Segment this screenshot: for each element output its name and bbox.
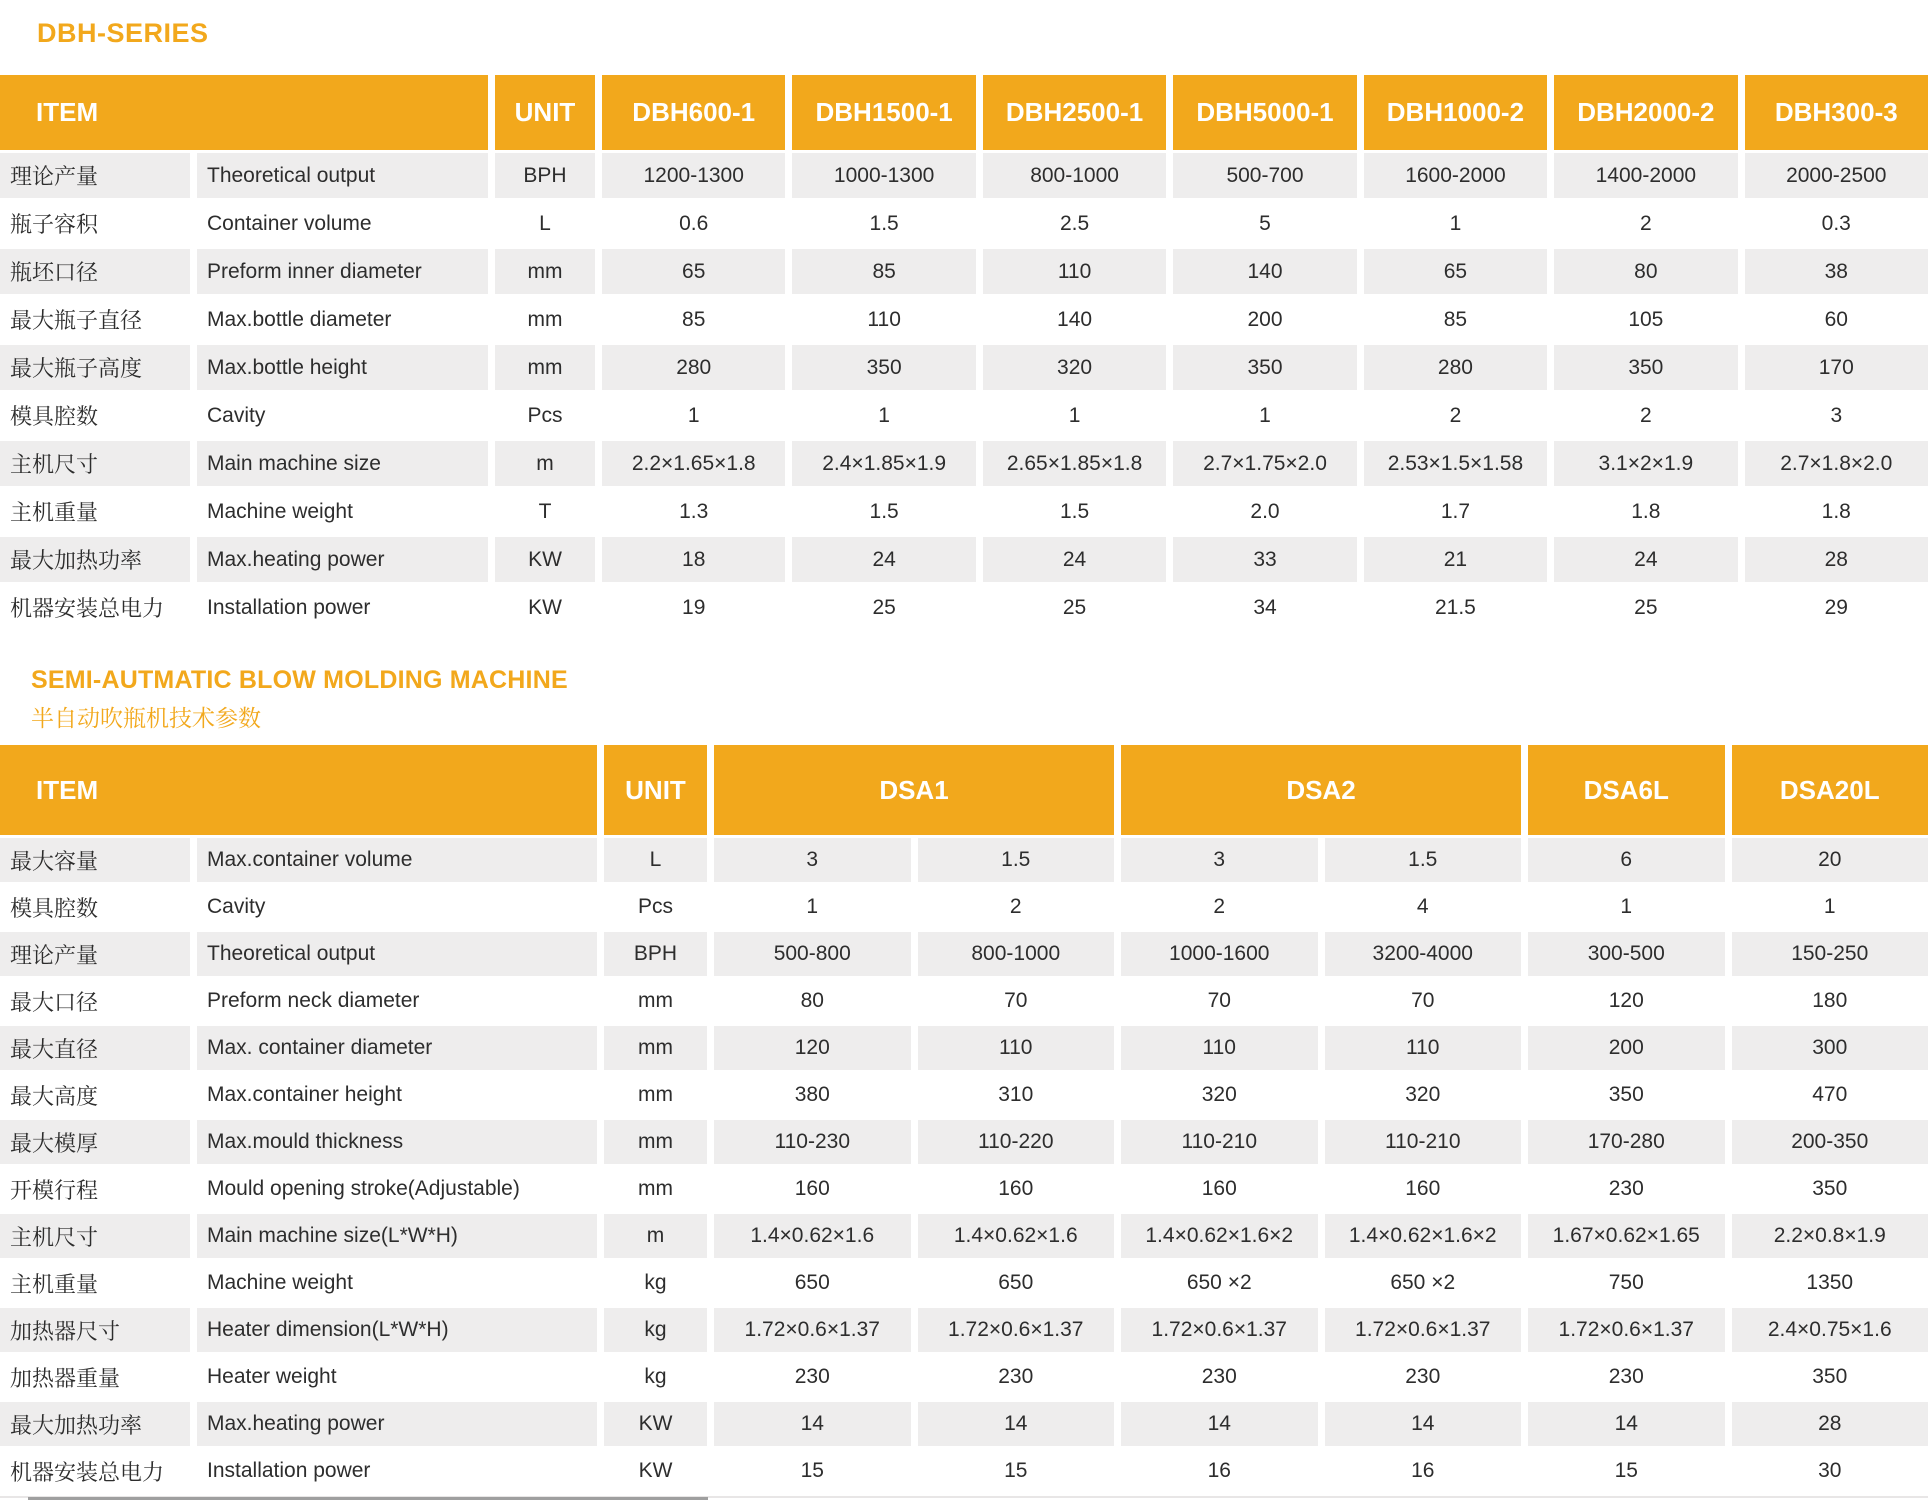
value-cell: 1.4×0.62×1.6 xyxy=(714,1214,911,1258)
value-cell: 0.3 xyxy=(1745,201,1928,246)
value-cell: 14 xyxy=(1121,1402,1318,1446)
unit-cell: mm xyxy=(495,297,595,342)
value-cell: 24 xyxy=(983,537,1166,582)
value-cell: 2.0 xyxy=(1173,489,1356,534)
value-cell: 3 xyxy=(714,838,911,882)
value-cell: 120 xyxy=(1528,979,1725,1023)
value-cell: 25 xyxy=(983,585,1166,630)
item-en-cell: Machine weight xyxy=(197,489,488,534)
value-cell: 1600-2000 xyxy=(1364,153,1547,198)
model-header-cell: DSA1 xyxy=(714,745,1114,835)
value-cell: 33 xyxy=(1173,537,1356,582)
value-cell: 230 xyxy=(1528,1355,1725,1399)
value-cell: 1 xyxy=(1732,885,1928,929)
value-cell: 500-700 xyxy=(1173,153,1356,198)
unit-cell: kg xyxy=(604,1308,707,1352)
value-cell: 1200-1300 xyxy=(602,153,785,198)
model-header-cell: DBH5000-1 xyxy=(1173,75,1356,150)
value-cell: 25 xyxy=(792,585,975,630)
value-cell: 110 xyxy=(1121,1026,1318,1070)
item-en-cell: Theoretical output xyxy=(197,153,488,198)
value-cell: 28 xyxy=(1732,1402,1928,1446)
item-en-cell: Machine weight xyxy=(197,1261,597,1305)
value-cell: 1.5 xyxy=(1325,838,1522,882)
value-cell: 5 xyxy=(1173,201,1356,246)
item-en-cell: Container volume xyxy=(197,201,488,246)
value-cell: 2.53×1.5×1.58 xyxy=(1364,441,1547,486)
value-cell: 18 xyxy=(602,537,785,582)
item-cn-cell: 最大瓶子高度 xyxy=(0,345,190,390)
unit-cell: KW xyxy=(495,537,595,582)
value-cell: 650 xyxy=(918,1261,1115,1305)
value-cell: 170-280 xyxy=(1528,1120,1725,1164)
item-cn-cell: 最大口径 xyxy=(0,979,190,1023)
value-cell: 300-500 xyxy=(1528,932,1725,976)
value-cell: 1 xyxy=(1364,201,1547,246)
model-header-cell: DBH2500-1 xyxy=(983,75,1166,150)
value-cell: 230 xyxy=(1121,1355,1318,1399)
value-cell: 2.4×1.85×1.9 xyxy=(792,441,975,486)
value-cell: 21 xyxy=(1364,537,1547,582)
value-cell: 110-210 xyxy=(1121,1120,1318,1164)
unit-cell: kg xyxy=(604,1261,707,1305)
item-cn-cell: 主机尺寸 xyxy=(0,1214,190,1258)
unit-cell: KW xyxy=(604,1449,707,1493)
value-cell: 2.5 xyxy=(983,201,1166,246)
item-cn-cell: 最大加热功率 xyxy=(0,537,190,582)
item-en-cell: Max.container height xyxy=(197,1073,597,1117)
value-cell: 230 xyxy=(714,1355,911,1399)
item-en-cell: Theoretical output xyxy=(197,932,597,976)
value-cell: 28 xyxy=(1745,537,1928,582)
value-cell: 200-350 xyxy=(1732,1120,1928,1164)
value-cell: 3200-4000 xyxy=(1325,932,1522,976)
item-cn-cell: 理论产量 xyxy=(0,153,190,198)
value-cell: 1.4×0.62×1.6×2 xyxy=(1121,1214,1318,1258)
value-cell: 60 xyxy=(1745,297,1928,342)
value-cell: 160 xyxy=(1121,1167,1318,1211)
item-cn-cell: 模具腔数 xyxy=(0,885,190,929)
value-cell: 2 xyxy=(1554,393,1737,438)
item-en-cell: Max.mould thickness xyxy=(197,1120,597,1164)
item-en-cell: Main machine size xyxy=(197,441,488,486)
unit-cell: m xyxy=(495,441,595,486)
item-en-cell: Max. container diameter xyxy=(197,1026,597,1070)
value-cell: 3 xyxy=(1121,838,1318,882)
item-cn-cell: 最大直径 xyxy=(0,1026,190,1070)
unit-cell: BPH xyxy=(495,153,595,198)
value-cell: 160 xyxy=(1325,1167,1522,1211)
item-cn-cell: 最大瓶子直径 xyxy=(0,297,190,342)
value-cell: 280 xyxy=(1364,345,1547,390)
value-cell: 14 xyxy=(918,1402,1115,1446)
item-en-cell: Installation power xyxy=(197,1449,597,1493)
value-cell: 650 ×2 xyxy=(1121,1261,1318,1305)
item-cn-cell: 最大模厚 xyxy=(0,1120,190,1164)
model-header-cell: DBH1000-2 xyxy=(1364,75,1547,150)
value-cell: 1.72×0.6×1.37 xyxy=(1528,1308,1725,1352)
unit-cell: Pcs xyxy=(495,393,595,438)
value-cell: 65 xyxy=(1364,249,1547,294)
value-cell: 110-210 xyxy=(1325,1120,1522,1164)
item-cn-cell: 理论产量 xyxy=(0,932,190,976)
item-cn-cell: 最大加热功率 xyxy=(0,1402,190,1446)
dbh-series-table xyxy=(0,75,1928,630)
unit-cell: KW xyxy=(495,585,595,630)
item-header-cell: ITEM xyxy=(0,745,597,835)
value-cell: 1 xyxy=(602,393,785,438)
value-cell: 15 xyxy=(1528,1449,1725,1493)
value-cell: 3.1×2×1.9 xyxy=(1554,441,1737,486)
item-en-cell: Heater weight xyxy=(197,1355,597,1399)
dbh-series-title: DBH-SERIES xyxy=(37,18,209,48)
semi-automatic-title: SEMI-AUTMATIC BLOW MOLDING MACHINE xyxy=(31,666,568,694)
item-en-cell: Installation power xyxy=(197,585,488,630)
value-cell: 2 xyxy=(1121,885,1318,929)
value-cell: 80 xyxy=(714,979,911,1023)
model-header-cell: DBH300-3 xyxy=(1745,75,1928,150)
value-cell: 800-1000 xyxy=(983,153,1166,198)
value-cell: 34 xyxy=(1173,585,1356,630)
value-cell: 160 xyxy=(714,1167,911,1211)
item-en-cell: Cavity xyxy=(197,393,488,438)
value-cell: 180 xyxy=(1732,979,1928,1023)
value-cell: 2.4×0.75×1.6 xyxy=(1732,1308,1928,1352)
value-cell: 200 xyxy=(1173,297,1356,342)
value-cell: 230 xyxy=(1325,1355,1522,1399)
value-cell: 14 xyxy=(1528,1402,1725,1446)
value-cell: 85 xyxy=(1364,297,1547,342)
value-cell: 300 xyxy=(1732,1026,1928,1070)
value-cell: 16 xyxy=(1325,1449,1522,1493)
value-cell: 16 xyxy=(1121,1449,1318,1493)
item-cn-cell: 机器安装总电力 xyxy=(0,1449,190,1493)
value-cell: 230 xyxy=(918,1355,1115,1399)
value-cell: 110 xyxy=(1325,1026,1522,1070)
unit-cell: Pcs xyxy=(604,885,707,929)
value-cell: 20 xyxy=(1732,838,1928,882)
value-cell: 1350 xyxy=(1732,1261,1928,1305)
value-cell: 160 xyxy=(918,1167,1115,1211)
value-cell: 170 xyxy=(1745,345,1928,390)
value-cell: 470 xyxy=(1732,1073,1928,1117)
value-cell: 105 xyxy=(1554,297,1737,342)
value-cell: 85 xyxy=(602,297,785,342)
value-cell: 4 xyxy=(1325,885,1522,929)
unit-cell: m xyxy=(604,1214,707,1258)
value-cell: 70 xyxy=(1121,979,1318,1023)
item-cn-cell: 最大容量 xyxy=(0,838,190,882)
value-cell: 350 xyxy=(792,345,975,390)
value-cell: 140 xyxy=(1173,249,1356,294)
item-en-cell: Mould opening stroke(Adjustable) xyxy=(197,1167,597,1211)
unit-cell: mm xyxy=(604,1167,707,1211)
value-cell: 2.2×0.8×1.9 xyxy=(1732,1214,1928,1258)
value-cell: 1000-1600 xyxy=(1121,932,1318,976)
item-en-cell: Preform inner diameter xyxy=(197,249,488,294)
value-cell: 30 xyxy=(1732,1449,1928,1493)
value-cell: 120 xyxy=(714,1026,911,1070)
value-cell: 350 xyxy=(1732,1167,1928,1211)
item-en-cell: Max.container volume xyxy=(197,838,597,882)
value-cell: 38 xyxy=(1745,249,1928,294)
value-cell: 110-220 xyxy=(918,1120,1115,1164)
value-cell: 25 xyxy=(1554,585,1737,630)
value-cell: 1.5 xyxy=(792,489,975,534)
value-cell: 0.6 xyxy=(602,201,785,246)
value-cell: 320 xyxy=(983,345,1166,390)
value-cell: 2 xyxy=(918,885,1115,929)
value-cell: 500-800 xyxy=(714,932,911,976)
bottom-edge-line-dark xyxy=(28,1497,708,1500)
item-cn-cell: 主机重量 xyxy=(0,1261,190,1305)
value-cell: 2 xyxy=(1364,393,1547,438)
unit-cell: mm xyxy=(495,249,595,294)
value-cell: 80 xyxy=(1554,249,1737,294)
model-header-cell: DSA2 xyxy=(1121,745,1521,835)
item-en-cell: Cavity xyxy=(197,885,597,929)
value-cell: 1 xyxy=(1173,393,1356,438)
value-cell: 1.72×0.6×1.37 xyxy=(1121,1308,1318,1352)
value-cell: 85 xyxy=(792,249,975,294)
value-cell: 1 xyxy=(792,393,975,438)
value-cell: 110 xyxy=(792,297,975,342)
value-cell: 320 xyxy=(1121,1073,1318,1117)
value-cell: 750 xyxy=(1528,1261,1725,1305)
value-cell: 1.5 xyxy=(983,489,1166,534)
unit-cell: T xyxy=(495,489,595,534)
value-cell: 350 xyxy=(1173,345,1356,390)
unit-cell: mm xyxy=(604,1120,707,1164)
unit-cell: kg xyxy=(604,1355,707,1399)
unit-cell: L xyxy=(495,201,595,246)
value-cell: 1.7 xyxy=(1364,489,1547,534)
value-cell: 1.72×0.6×1.37 xyxy=(714,1308,911,1352)
value-cell: 3 xyxy=(1745,393,1928,438)
unit-header-cell: UNIT xyxy=(495,75,595,150)
value-cell: 24 xyxy=(1554,537,1737,582)
value-cell: 1.72×0.6×1.37 xyxy=(918,1308,1115,1352)
value-cell: 1400-2000 xyxy=(1554,153,1737,198)
value-cell: 350 xyxy=(1528,1073,1725,1117)
item-cn-cell: 模具腔数 xyxy=(0,393,190,438)
item-en-cell: Max.bottle height xyxy=(197,345,488,390)
value-cell: 230 xyxy=(1528,1167,1725,1211)
value-cell: 14 xyxy=(714,1402,911,1446)
value-cell: 70 xyxy=(918,979,1115,1023)
value-cell: 2000-2500 xyxy=(1745,153,1928,198)
value-cell: 350 xyxy=(1732,1355,1928,1399)
value-cell: 6 xyxy=(1528,838,1725,882)
value-cell: 1.8 xyxy=(1554,489,1737,534)
value-cell: 1000-1300 xyxy=(792,153,975,198)
unit-cell: L xyxy=(604,838,707,882)
value-cell: 310 xyxy=(918,1073,1115,1117)
value-cell: 380 xyxy=(714,1073,911,1117)
value-cell: 2.65×1.85×1.8 xyxy=(983,441,1166,486)
semi-automatic-table xyxy=(0,745,1928,1493)
value-cell: 1 xyxy=(1528,885,1725,929)
item-cn-cell: 加热器重量 xyxy=(0,1355,190,1399)
model-header-cell: DSA6L xyxy=(1528,745,1725,835)
value-cell: 2.2×1.65×1.8 xyxy=(602,441,785,486)
value-cell: 1.8 xyxy=(1745,489,1928,534)
value-cell: 320 xyxy=(1325,1073,1522,1117)
value-cell: 150-250 xyxy=(1732,932,1928,976)
model-header-cell: DBH600-1 xyxy=(602,75,785,150)
item-cn-cell: 加热器尺寸 xyxy=(0,1308,190,1352)
item-cn-cell: 主机重量 xyxy=(0,489,190,534)
unit-cell: BPH xyxy=(604,932,707,976)
value-cell: 1.3 xyxy=(602,489,785,534)
unit-cell: mm xyxy=(604,1026,707,1070)
value-cell: 650 ×2 xyxy=(1325,1261,1522,1305)
item-cn-cell: 机器安装总电力 xyxy=(0,585,190,630)
value-cell: 2.7×1.8×2.0 xyxy=(1745,441,1928,486)
value-cell: 1 xyxy=(983,393,1166,438)
item-cn-cell: 开模行程 xyxy=(0,1167,190,1211)
value-cell: 800-1000 xyxy=(918,932,1115,976)
value-cell: 70 xyxy=(1325,979,1522,1023)
item-cn-cell: 最大高度 xyxy=(0,1073,190,1117)
unit-cell: mm xyxy=(495,345,595,390)
value-cell: 15 xyxy=(714,1449,911,1493)
value-cell: 350 xyxy=(1554,345,1737,390)
unit-cell: mm xyxy=(604,1073,707,1117)
item-en-cell: Heater dimension(L*W*H) xyxy=(197,1308,597,1352)
value-cell: 21.5 xyxy=(1364,585,1547,630)
value-cell: 1.72×0.6×1.37 xyxy=(1325,1308,1522,1352)
item-cn-cell: 瓶子容积 xyxy=(0,201,190,246)
model-header-cell: DBH1500-1 xyxy=(792,75,975,150)
value-cell: 1.4×0.62×1.6×2 xyxy=(1325,1214,1522,1258)
value-cell: 1.5 xyxy=(918,838,1115,882)
value-cell: 110-230 xyxy=(714,1120,911,1164)
value-cell: 2 xyxy=(1554,201,1737,246)
value-cell: 110 xyxy=(918,1026,1115,1070)
item-cn-cell: 瓶坯口径 xyxy=(0,249,190,294)
value-cell: 140 xyxy=(983,297,1166,342)
value-cell: 29 xyxy=(1745,585,1928,630)
unit-cell: mm xyxy=(604,979,707,1023)
item-en-cell: Main machine size(L*W*H) xyxy=(197,1214,597,1258)
value-cell: 280 xyxy=(602,345,785,390)
semi-automatic-subtitle-cn: 半自动吹瓶机技术参数 xyxy=(31,705,261,731)
value-cell: 14 xyxy=(1325,1402,1522,1446)
item-header-cell: ITEM xyxy=(0,75,488,150)
item-en-cell: Max.bottle diameter xyxy=(197,297,488,342)
item-en-cell: Preform neck diameter xyxy=(197,979,597,1023)
value-cell: 24 xyxy=(792,537,975,582)
value-cell: 110 xyxy=(983,249,1166,294)
value-cell: 15 xyxy=(918,1449,1115,1493)
value-cell: 1.4×0.62×1.6 xyxy=(918,1214,1115,1258)
value-cell: 1 xyxy=(714,885,911,929)
value-cell: 200 xyxy=(1528,1026,1725,1070)
value-cell: 1.67×0.62×1.65 xyxy=(1528,1214,1725,1258)
model-header-cell: DBH2000-2 xyxy=(1554,75,1737,150)
item-cn-cell: 主机尺寸 xyxy=(0,441,190,486)
item-en-cell: Max.heating power xyxy=(197,1402,597,1446)
value-cell: 2.7×1.75×2.0 xyxy=(1173,441,1356,486)
value-cell: 65 xyxy=(602,249,785,294)
value-cell: 19 xyxy=(602,585,785,630)
item-en-cell: Max.heating power xyxy=(197,537,488,582)
value-cell: 1.5 xyxy=(792,201,975,246)
unit-header-cell: UNIT xyxy=(604,745,707,835)
value-cell: 650 xyxy=(714,1261,911,1305)
unit-cell: KW xyxy=(604,1402,707,1446)
model-header-cell: DSA20L xyxy=(1732,745,1928,835)
